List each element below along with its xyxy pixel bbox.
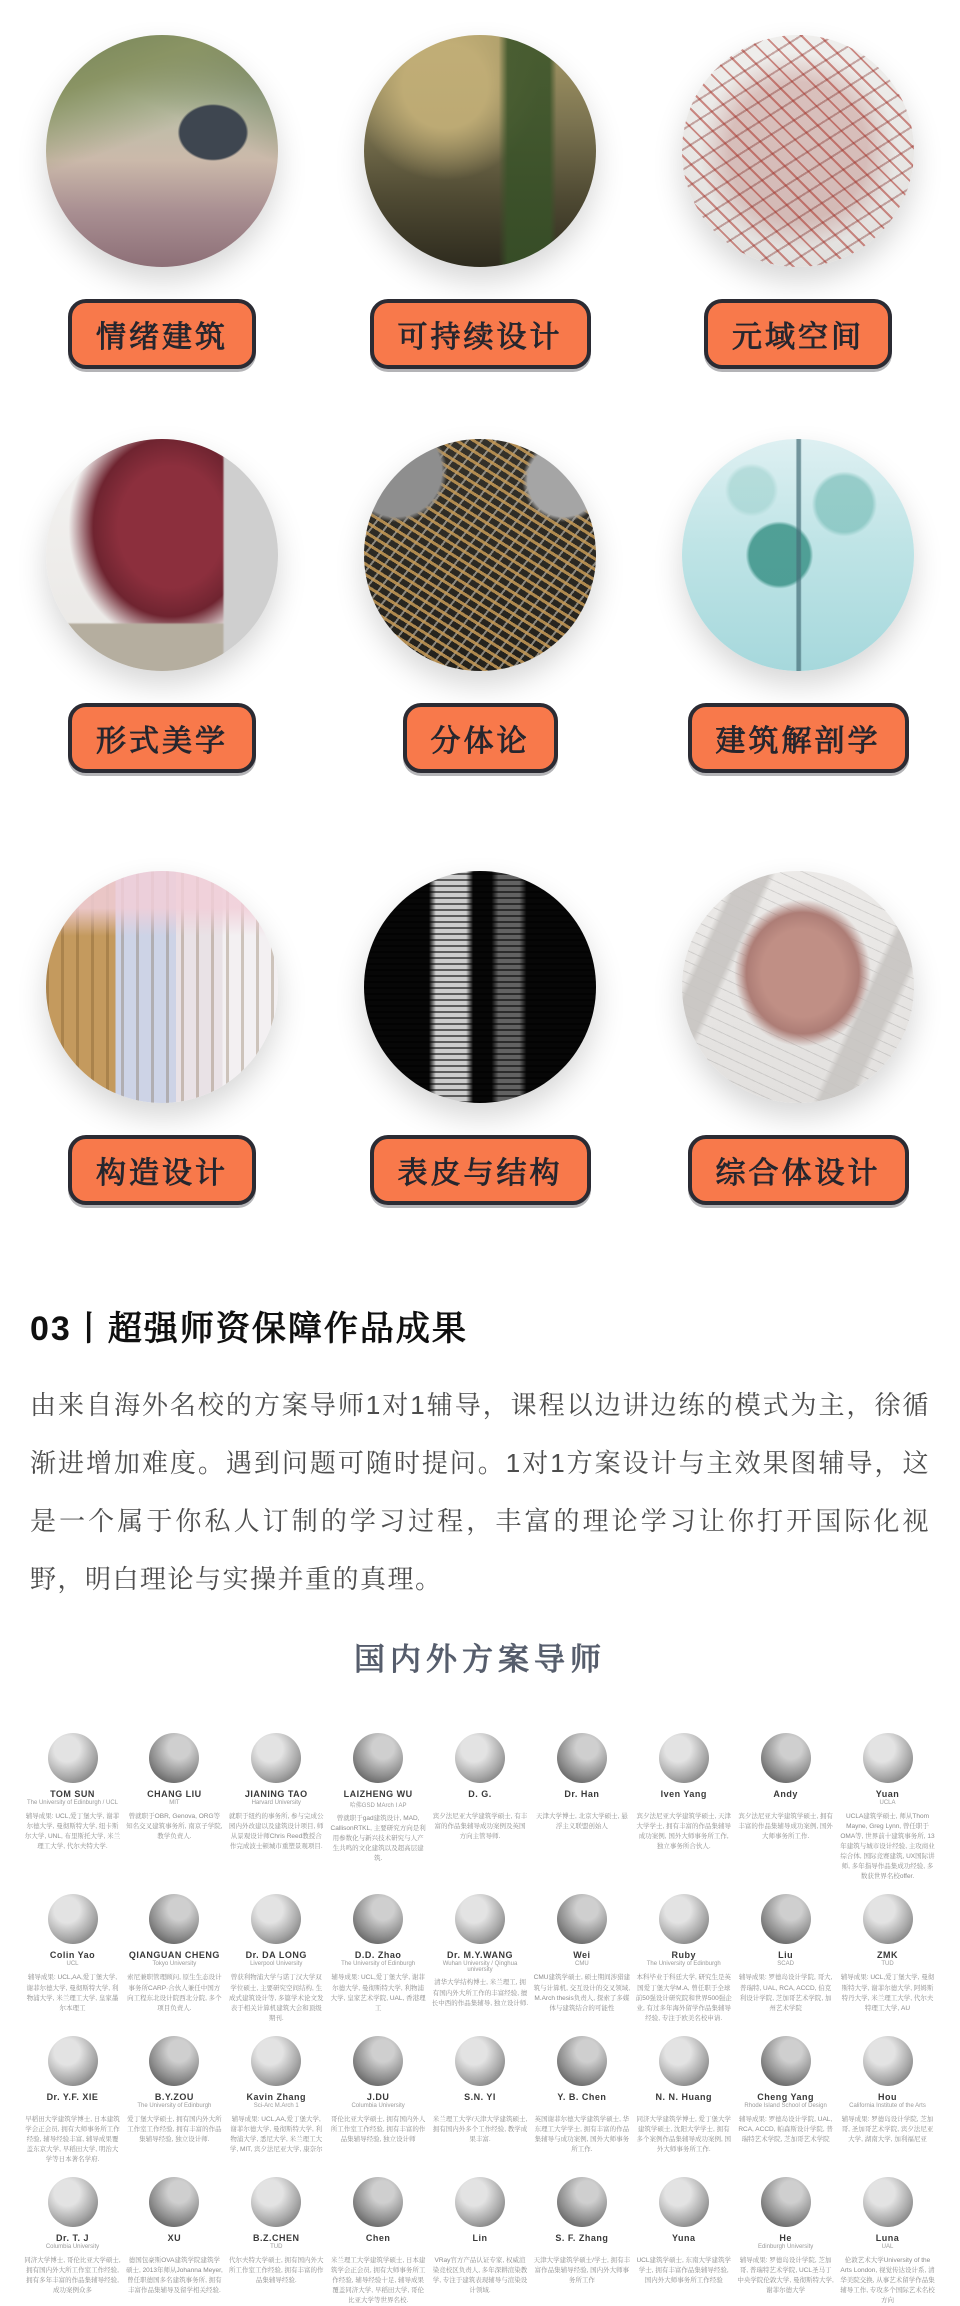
portfolio-label-pill: 情绪建筑: [68, 299, 256, 369]
mentor-description: UCLA建筑学硕士, 师从Thom Mayne, Greg Lynn, 曾任职于OMA等, 世界前十建筑事务所, 13年建筑与城市设计经验, 主攻商业综合体, 国际竞赛建筑, UX国际讲师, 多年指导作品集成功经验, 多数获世界名校offer.: [840, 1813, 935, 1881]
mentor-avatar: [761, 1733, 811, 1783]
mentor-description: 曾就职于gad建筑设计, MAD, CallisonRTKL, 主要研究方向是利用参数化与新兴技术研究与人产生共鸣的文化建筑以及超高层建筑.: [330, 1815, 426, 1863]
mentor-school: California Institute of the Arts: [849, 2102, 926, 2109]
mentor-name: TOM SUN: [50, 1789, 95, 1799]
mentor-avatar: [251, 2036, 301, 2086]
mentor-row-4: [24, 2177, 936, 2306]
portfolio-label-pill: 建筑解剖学: [688, 703, 909, 773]
mentor-avatar: [353, 1894, 403, 1944]
mentor-name: JIANING TAO: [244, 1789, 308, 1799]
mentor-school: Tokyo University: [152, 1961, 197, 1968]
mentor-card: [635, 2036, 732, 2165]
mentor-description: 辅导成果: UCL,爱丁堡大学, 谢菲尔德大学, 曼彻斯特大学, 利物浦大学, 皇家艺术学院, UAL, 香港理工: [330, 1974, 426, 2012]
mentor-card: [533, 2036, 630, 2165]
portfolio-label-pill: 分体论: [403, 703, 558, 773]
mentor-description: 同济大学博士, 哥伦比亚大学硕士, 拥有国内外大所工作室工作经验, 拥有多年丰富的作品集辅导经验, 成功案例众多: [24, 2257, 121, 2295]
mentor-avatar: [557, 2177, 607, 2227]
portfolio-item: [364, 35, 596, 369]
section-03: [30, 1301, 930, 1679]
mentor-name: S.N. YI: [464, 2091, 496, 2102]
mentor-description: 爱丁堡大学硕士, 拥有国内外大所工作室工作经验, 拥有丰富的作品集辅导经验, 独立设计师.: [127, 2115, 222, 2143]
mentor-name: Y. B. Chen: [557, 2091, 607, 2102]
mentor-school: UCLA: [879, 1800, 896, 1806]
portfolio-row-2: [0, 439, 960, 773]
mentor-avatar: [48, 2036, 98, 2086]
mentor-name: Dr. M.Y.WANG: [446, 1950, 513, 1961]
mentor-avatar: [149, 2036, 199, 2086]
mentor-card: [432, 1894, 529, 2023]
mentor-avatar: [48, 1733, 98, 1783]
mentor-name: Iven Yang: [660, 1789, 707, 1799]
formal-aesthetics-red-sculptural-model-image: [46, 439, 278, 671]
mentor-card: [432, 2177, 529, 2306]
portfolio-item: [46, 439, 278, 773]
mentor-description: CMU建筑学硕士, 硕士期间涉猎建筑与计算机, 交互设计的交叉领域, M.Arch thesis负责人, 探索了多媒体与建筑结合的可能性: [533, 1974, 631, 2012]
mentor-avatar: [251, 1894, 301, 1944]
portfolio-label-pill: 表皮与结构: [370, 1135, 591, 1205]
mentor-name: Hou: [878, 2091, 897, 2102]
mentor-name: Kavin Zhang: [246, 2091, 306, 2102]
mentor-description: 清华大学结构博士, 米兰理工, 拥有国内外大所工作的丰富经验, 擅长中西的作品集辅导, 独立设计师.: [431, 1979, 529, 2007]
mentor-school: Sci-Arc M.Arch 1: [253, 2102, 299, 2109]
mentor-description: 辅导成果: 罗德岛设计学院, 芝加哥, 普瑞特艺术学院, UCL圣马丁中央学院伦敦大学, 曼彻斯特大学, 谢菲尔德大学: [737, 2257, 834, 2295]
mentor-card: [839, 1894, 936, 2023]
mentor-avatar: [557, 2036, 607, 2086]
mentor-description: 曾就职于OBR, Genova, ORG等知名交叉建筑事务所, 南京子学院, 教学负责人.: [126, 1813, 223, 1841]
mentor-description: VRay官方产品认证专家, 权威渲染竞校区负责人, 多年深耕渲染教学, 专注于建筑表现辅导与渲染设计领域.: [432, 2257, 528, 2295]
mentor-description: 宾夕法尼亚大学建筑学硕士, 天津大学学士, 拥有丰富的作品集辅导成功案例, 国外大师事务所工作, 独立事务所合伙人.: [636, 1813, 732, 1851]
mentor-school: TUD: [270, 2244, 283, 2251]
mentor-description: 辅导成果: UCL,爱丁堡大学, 曼彻斯特大学, 谢菲尔德大学, 阿姆斯特丹大学, 米兰理工大学, 代尔夫特理工大学, AU: [840, 1974, 935, 2012]
mentor-description: 辅导成果: 罗德岛设计学院, 芝加哥, 圣加哥艺术学院, 宾夕法尼亚大学, 湖南大学, 加利福尼亚: [841, 2115, 934, 2143]
mentor-card: [330, 1894, 427, 2023]
mentor-description: 辅导成果: 罗德岛设计学院, UAL, RCA, ACCD, 帕森斯设计学院, 普瑞特艺术学院, 芝加哥艺术学院: [738, 2115, 833, 2143]
mentor-avatar: [251, 1733, 301, 1783]
mentor-card: [126, 1894, 223, 2023]
mentor-avatar: [251, 2177, 301, 2227]
mentor-school: UCL: [66, 1961, 79, 1968]
mentor-avatar: [761, 1894, 811, 1944]
metaverse-space-red-technical-collage-image: [682, 35, 914, 267]
mentor-name: D. G.: [468, 1789, 492, 1799]
portfolio-label-pill: 元域空间: [704, 299, 892, 369]
mentor-name: Cheng Yang: [757, 2091, 815, 2102]
mentor-description: 米兰理工大学/天津大学建筑硕士, 拥有国内外多个工作经验, 教学成果丰富.: [432, 2115, 528, 2143]
mentor-name: LAIZHENG WU: [343, 1789, 413, 1799]
mentor-avatar: [659, 2177, 709, 2227]
mentor-name: Wei: [573, 1950, 591, 1961]
mentor-card: [839, 2036, 936, 2165]
portfolio-row-1: [0, 35, 960, 369]
mentor-description: 辅导成果: 罗德岛设计学院, 哥大, 普瑞特, UAL, RCA, ACCD, 伯克利设计学院, 芝加哥艺术学院, 加州艺术学院: [738, 1974, 833, 2012]
mentor-name: N. N. Huang: [655, 2091, 712, 2102]
mentor-row-2: [24, 1894, 936, 2023]
mentor-description: 辅导成果: UCL,AA,爱丁堡大学, 谢菲尔德大学, 曼彻斯特大学, 利物浦大学, 米兰理工大学, 皇家墨尔本理工: [26, 1974, 119, 2012]
mentor-avatar: [863, 2036, 913, 2086]
mentor-description: 本科毕业于科廷大学, 研究生是英国爱丁堡大学M.A, 曾任职于全球前50强设计研究院和世界500强企业, 有过多年海外留学作品集辅导经验, 专注于欧美名校申请.: [635, 1974, 732, 2022]
mentor-school: SCAD: [777, 1961, 794, 1968]
portfolio-item: [682, 35, 914, 369]
sustainable-green-tower-cityscape-image: [364, 35, 596, 267]
mentor-avatar: [353, 2177, 403, 2227]
portfolio-item: [682, 439, 914, 773]
portfolio-item: [364, 871, 596, 1205]
fragmentation-axonometric-model-image: [364, 439, 596, 671]
mentor-avatar: [48, 1894, 98, 1944]
tectonic-facade-detail-drawing-image: [46, 871, 278, 1103]
mentor-avatar: [761, 2036, 811, 2086]
mentor-school: The University of Edinburgh: [137, 2102, 212, 2109]
mentor-description: 就职于纽约的事务所, 参与完成公园内外改建以及建筑设计项目, 师从景观设计师Chris Reed教授合作完成波士顿城市重塑景观项目.: [228, 1813, 324, 1851]
mentor-avatar: [659, 1733, 709, 1783]
mentor-school: Edinburgh University: [757, 2244, 814, 2251]
mentor-card: [228, 2036, 325, 2165]
mentor-card: [839, 1733, 936, 1882]
mentor-description: 宾夕法尼亚大学建筑学硕士, 有丰富的作品集辅导成功案例及英国方向主管导师.: [432, 1813, 528, 1841]
mentor-card: [432, 1733, 529, 1882]
mentors-heading: 国内外方案导师: [354, 1642, 606, 1677]
mentor-row-3: [24, 2036, 936, 2165]
portfolio-label-pill: 综合体设计: [688, 1135, 909, 1205]
mentor-avatar: [48, 2177, 98, 2227]
mentor-avatar: [455, 1733, 505, 1783]
mentor-card: [635, 2177, 732, 2306]
mentor-card: [24, 2177, 121, 2306]
mentor-card: [126, 1733, 223, 1882]
mentor-name: ZMK: [877, 1950, 898, 1961]
mentor-card: [24, 2036, 121, 2165]
mentor-card: [24, 1894, 121, 2023]
mentor-card: [839, 2177, 936, 2306]
mentor-card: [635, 1733, 732, 1882]
mentor-avatar: [455, 1894, 505, 1944]
mentor-school: MIT: [169, 1800, 180, 1806]
mentor-description: 辅导成果: UCL,爱丁堡大学, 谢菲尔德大学, 曼彻斯特大学, 纽卡斯尔大学, UNL, 布里斯托大学, 米兰理工大学, 代尔夫特大学.: [24, 1813, 121, 1851]
mentor-school: Wuhan University / Qinghua university: [442, 1961, 518, 1974]
mentor-school: The University of Edinburgh: [646, 1961, 721, 1968]
mentor-avatar: [863, 1733, 913, 1783]
mentor-description: 天津大学建筑学硕士/学士, 拥有丰富作品集辅导经验, 国内外大师事务所工作: [533, 2257, 631, 2285]
mentor-avatar: [353, 1733, 403, 1783]
mentor-description: 早稻田大学建筑学博士, 日本建筑学会正会员, 拥有大师事务所工作经验, 辅导经验丰富, 辅导成果覆盖东京大学, 早稻田大学, 明治大学等日本著名学府.: [25, 2115, 120, 2163]
mentor-name: Ruby: [671, 1950, 696, 1961]
mentor-name: Dr. Han: [564, 1789, 600, 1799]
mentor-name: S. F. Zhang: [555, 2233, 609, 2244]
mentor-card: [330, 2177, 427, 2306]
mentor-avatar: [149, 1733, 199, 1783]
mentor-card: [737, 2036, 834, 2165]
mentor-school: Rhode Island School of Design: [744, 2102, 827, 2109]
mentor-name: J.DU: [366, 2091, 390, 2102]
mentor-card: [24, 1733, 121, 1882]
mentor-avatar: [863, 2177, 913, 2227]
mentor-card: [737, 1733, 834, 1882]
mentor-school: Columbia University: [45, 2244, 100, 2251]
mentor-avatar: [149, 1894, 199, 1944]
mentor-card: [533, 1733, 630, 1882]
mentor-description: UCL建筑学硕士, 东南大学建筑学学士, 拥有丰富作品集辅导经验, 国内外大师事务所工作经验: [636, 2257, 732, 2285]
mentor-card: [330, 2036, 427, 2165]
mentor-avatar: [353, 2036, 403, 2086]
mentor-name: D.D. Zhao: [354, 1950, 402, 1961]
skin-and-structure-tower-diagrams-image: [364, 871, 596, 1103]
mentor-school: UAL: [881, 2244, 894, 2251]
mentor-name: Colin Yao: [49, 1950, 96, 1961]
mentors-grid: [24, 1733, 936, 2306]
mentor-description: 天津大学博士, 北京大学硕士, 悬浮主义联盟创始人: [536, 1813, 628, 1831]
mentor-school: The University of Edinburgh / UCL: [26, 1800, 119, 1806]
mentor-card: [228, 1733, 325, 1882]
mentor-description: 同济大学建筑学博士, 爱丁堡大学建筑学硕士, 沈阳大学学士, 拥有多个案例作品集辅导成功案例, 国外大师事务所工作.: [636, 2115, 732, 2153]
mentor-name: Andy: [773, 1789, 798, 1799]
mentor-card: [330, 1733, 427, 1882]
mixed-use-complex-site-plan-image: [682, 871, 914, 1103]
mentor-school: The University of Edinburgh: [341, 1961, 416, 1968]
mentor-description: 索尼兼职管理顾问, 原生生态设计事务所CARP·合伙人兼任中国方向工程东北设计院西北分院, 多个项目负责人.: [127, 1974, 222, 2012]
portfolio-item: [46, 35, 278, 369]
mentor-row-1: [24, 1733, 936, 1882]
mentor-description: 伦敦艺术大学University of the Arts London, 视觉传达设计系, 清华美院交换, 从事艺术留学作品集辅导工作, 专攻多个国际艺术名校方向: [840, 2257, 935, 2305]
mentor-school: 哈佛GSD MArch I AP: [349, 1803, 407, 1809]
mentor-school: CMU: [575, 1961, 589, 1968]
portfolio-label-pill: 形式美学: [68, 703, 256, 773]
portfolio-label-pill: 可持续设计: [370, 299, 591, 369]
mentor-name: Dr. Y.F. XIE: [46, 2091, 99, 2102]
mentor-description: 宾夕法尼亚大学建筑学硕士, 拥有丰富的作品集辅导成功案例, 国外大师事务所工作.: [738, 1813, 833, 1841]
mentor-name: Liu: [778, 1950, 794, 1961]
mentor-description: 德国包豪斯OVA建筑学院建筑学硕士, 2013年师从Johanna Meyer, 曾任职德国多名建筑事务所, 拥有丰富作品集辅导及留学相关经验.: [125, 2257, 223, 2295]
mentor-card: [635, 1894, 732, 2023]
mentor-description: 哥伦比亚大学硕士, 拥有国内外人所工作室工作经验, 拥有丰富的作品集辅导经验, 独立设计师: [330, 2115, 426, 2143]
mentor-name: B.Y.ZOU: [154, 2091, 194, 2102]
portfolio-row-3: [0, 871, 960, 1205]
mentor-name: Yuan: [875, 1789, 900, 1799]
mentor-school: Harvard University: [251, 1800, 301, 1806]
mentor-avatar: [455, 2036, 505, 2086]
mentor-avatar: [659, 1894, 709, 1944]
mentor-name: XU: [167, 2233, 182, 2244]
mentor-name: He: [779, 2233, 792, 2244]
mentor-avatar: [455, 2177, 505, 2227]
mentor-avatar: [863, 1894, 913, 1944]
mentor-card: [737, 2177, 834, 2306]
section-paragraph: 由来自海外名校的方案导师1对1辅导，课程以边讲边练的模式为主，徐循渐进增加难度。遇到问题可随时提问。1对1方案设计与主效果图辅导，这是一个属于你私人订制的学习过程，丰富的理论学习让你打开国际化视野，明白理论与实操并重的真理。: [30, 1390, 930, 1594]
mentor-school: TUD: [881, 1961, 894, 1968]
mentor-name: Lin: [472, 2233, 488, 2244]
mentor-description: 辅导成果: UCL,AA,爱丁堡大学, 谢菲尔德大学, 曼彻斯特大学, 利物浦大学, 悉尼大学, 米兰理工大学, MIT, 宾夕法尼亚大学, 康奈尔: [229, 2115, 323, 2153]
emotional-architecture-interior-render-image: [46, 35, 278, 267]
mentor-name: Chen: [365, 2233, 391, 2244]
mentor-card: [228, 2177, 325, 2306]
mentor-name: Luna: [875, 2233, 900, 2244]
mentor-avatar: [149, 2177, 199, 2227]
mentor-card: [533, 1894, 630, 2023]
mentor-name: Dr. T. J: [55, 2233, 89, 2244]
mentor-avatar: [557, 1733, 607, 1783]
mentor-school: Liverpool University: [250, 1961, 303, 1968]
mentor-name: Yuna: [671, 2233, 696, 2244]
mentor-name: Dr. DA LONG: [245, 1950, 307, 1961]
mentor-name: B.Z.CHEN: [253, 2233, 300, 2244]
architecture-anatomy-teal-watercolor-image: [682, 439, 914, 671]
mentor-card: [126, 2177, 223, 2306]
mentor-card: [228, 1894, 325, 2023]
portfolio-item: [682, 871, 914, 1205]
portfolio-item: [364, 439, 596, 773]
mentor-name: CHANG LIU: [147, 1789, 202, 1799]
mentor-card: [126, 2036, 223, 2165]
mentor-school: Columbia University: [351, 2102, 405, 2109]
mentor-card: [432, 2036, 529, 2165]
mentor-avatar: [557, 1894, 607, 1944]
section-heading: 03丨超强师资保障作品成果: [30, 1310, 468, 1348]
mentor-description: 曾获利物浦大学与诺丁汉大学双学位硕士, 主要研究空间结构, 生成式建筑设计等, 多篇学术论文发表于相关计算机建筑大会和顶级期刊.: [228, 1974, 324, 2022]
mentor-card: [737, 1894, 834, 2023]
portfolio-item: [46, 871, 278, 1205]
portfolio-label-pill: 构造设计: [68, 1135, 256, 1205]
mentor-name: QIANGUAN CHENG: [128, 1950, 220, 1961]
mentor-avatar: [659, 2036, 709, 2086]
mentor-description: 英国谢菲尔德大学建筑学硕士, 华东理工大学学士, 拥有丰富的作品集辅导与成功案例, 国外大师事务所工作.: [534, 2115, 630, 2153]
mentor-avatar: [761, 2177, 811, 2227]
mentor-description: 米兰理工大学建筑学硕士, 日本建筑学会正会员, 拥有大师事务所工作经验, 辅导经验十足, 辅导成果覆盖同济大学, 早稻田大学, 哥伦比亚大学等世界名校.: [330, 2257, 426, 2305]
mentor-card: [533, 2177, 630, 2306]
mentor-description: 代尔夫特大学硕士, 拥有国内外大所工作室工作经验, 拥有丰富的作品集辅导经验.: [228, 2257, 324, 2285]
